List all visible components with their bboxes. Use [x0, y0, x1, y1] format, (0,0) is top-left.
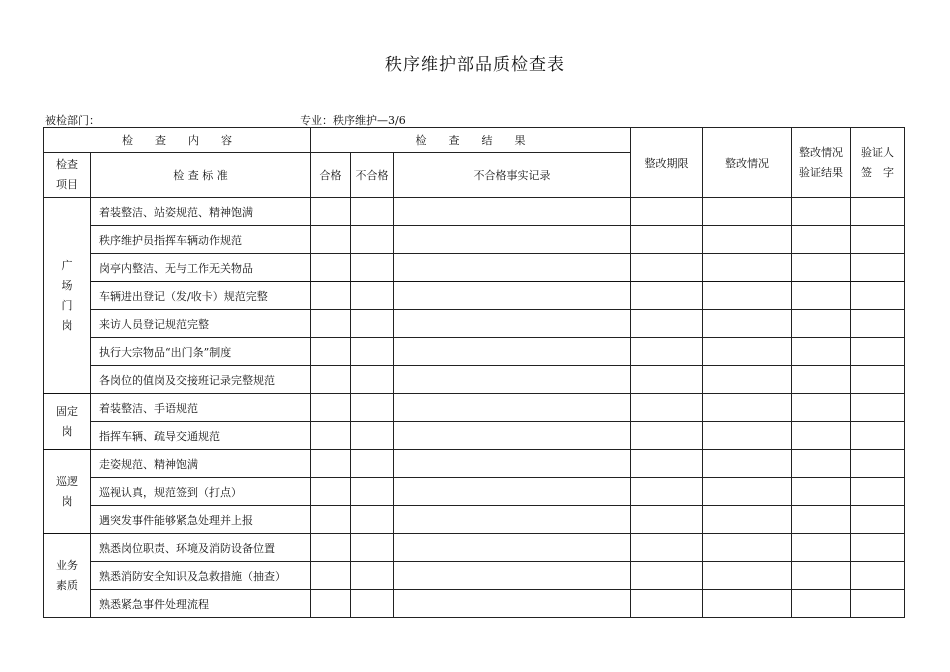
fail-header: 不合格: [351, 153, 394, 198]
signer-line-2: 签 字: [861, 165, 894, 179]
table-row: [44, 226, 905, 254]
fail-cell[interactable]: [351, 394, 394, 422]
group-cell: [44, 450, 91, 534]
pass-cell[interactable]: [311, 534, 351, 562]
pass-cell[interactable]: [311, 310, 351, 338]
signer-cell[interactable]: [851, 254, 905, 282]
criterion-cell: 各岗位的值岗及交接班记录完整规范: [91, 366, 311, 394]
rectify-cell[interactable]: [703, 506, 792, 534]
deadline-cell[interactable]: [631, 282, 703, 310]
criterion-cell: 巡视认真，规范签到（打点）: [91, 478, 311, 506]
pass-cell[interactable]: [311, 254, 351, 282]
signer-cell[interactable]: [851, 226, 905, 254]
rectify-cell[interactable]: [703, 282, 792, 310]
deadline-cell[interactable]: [631, 422, 703, 450]
verify-cell[interactable]: [792, 506, 851, 534]
table-row: [44, 310, 905, 338]
page-title: 秩序维护部品质检查表: [385, 55, 565, 75]
table-row: [44, 366, 905, 394]
verify-cell[interactable]: [792, 450, 851, 478]
fail-cell[interactable]: [351, 282, 394, 310]
signer-cell[interactable]: [851, 310, 905, 338]
group-char: 巡逻: [56, 474, 78, 488]
pass-cell[interactable]: [311, 226, 351, 254]
signer-cell[interactable]: [851, 506, 905, 534]
verify-cell[interactable]: [792, 198, 851, 226]
pass-header: 合格: [311, 153, 351, 198]
fail-record-cell[interactable]: [394, 506, 631, 534]
deadline-cell[interactable]: [631, 198, 703, 226]
verify-result-header: [792, 128, 851, 198]
criterion-cell: 着装整洁、手语规范: [91, 394, 311, 422]
pass-cell[interactable]: [311, 478, 351, 506]
signer-cell[interactable]: [851, 422, 905, 450]
deadline-cell[interactable]: [631, 394, 703, 422]
group-char: 岗: [61, 318, 73, 332]
verify-cell[interactable]: [792, 534, 851, 562]
verify-cell[interactable]: [792, 282, 851, 310]
inspection-table: [43, 127, 905, 618]
item-line-1: 检查: [56, 158, 78, 171]
verify-cell[interactable]: [792, 590, 851, 618]
deadline-cell[interactable]: [631, 590, 703, 618]
group-char: 场: [61, 278, 73, 292]
fail-record-cell[interactable]: [394, 198, 631, 226]
pass-cell[interactable]: [311, 366, 351, 394]
criterion-cell: 熟悉岗位职责、环境及消防设备位置: [91, 534, 311, 562]
group-char: 门: [61, 298, 73, 312]
rectify-cell[interactable]: [703, 226, 792, 254]
criterion-cell: 执行大宗物品“出门条”制度: [91, 338, 311, 366]
rectify-cell[interactable]: [703, 590, 792, 618]
pass-cell[interactable]: [311, 198, 351, 226]
fail-record-cell[interactable]: [394, 394, 631, 422]
fail-cell[interactable]: [351, 506, 394, 534]
fail-record-cell[interactable]: [394, 422, 631, 450]
fail-cell[interactable]: [351, 534, 394, 562]
signer-cell[interactable]: [851, 562, 905, 590]
pass-cell[interactable]: [311, 282, 351, 310]
group-cell: [44, 198, 91, 394]
signer-cell[interactable]: [851, 366, 905, 394]
rectify-cell[interactable]: [703, 562, 792, 590]
verify-cell[interactable]: [792, 366, 851, 394]
rectify-cell[interactable]: [703, 310, 792, 338]
deadline-cell[interactable]: [631, 338, 703, 366]
group-char: 广: [61, 258, 73, 272]
fail-record-cell[interactable]: [394, 338, 631, 366]
verify-cell[interactable]: [792, 310, 851, 338]
group-char: 素质: [56, 578, 78, 592]
fail-cell[interactable]: [351, 562, 394, 590]
pass-cell[interactable]: [311, 394, 351, 422]
verify-cell[interactable]: [792, 422, 851, 450]
fail-record-header: 不合格事实记录: [394, 153, 631, 198]
rectify-cell[interactable]: [703, 422, 792, 450]
criterion-cell: 指挥车辆、疏导交通规范: [91, 422, 311, 450]
criterion-cell: 车辆进出登记（发/收卡）规范完整: [91, 282, 311, 310]
signer-cell[interactable]: [851, 534, 905, 562]
table-row: [44, 506, 905, 534]
group-char: 业务: [56, 558, 78, 572]
signer-cell[interactable]: [851, 590, 905, 618]
criterion-cell: 着装整洁、站姿规范、精神饱满: [91, 198, 311, 226]
pass-cell[interactable]: [311, 450, 351, 478]
verify-cell[interactable]: [792, 478, 851, 506]
fail-record-cell[interactable]: [394, 226, 631, 254]
specialty-label: 专业：秩序维护—3/6: [300, 114, 406, 127]
table-row: [44, 562, 905, 590]
deadline-cell[interactable]: [631, 506, 703, 534]
deadline-cell[interactable]: [631, 366, 703, 394]
deadline-cell[interactable]: [631, 478, 703, 506]
signer-cell[interactable]: [851, 338, 905, 366]
criterion-cell: 来访人员登记规范完整: [91, 310, 311, 338]
criterion-cell: 走姿规范、精神饱满: [91, 450, 311, 478]
criterion-cell: 熟悉紧急事件处理流程: [91, 590, 311, 618]
table-row: [44, 282, 905, 310]
pass-cell[interactable]: [311, 422, 351, 450]
table-row: [44, 394, 905, 422]
fail-record-cell[interactable]: [394, 562, 631, 590]
verify-cell[interactable]: [792, 338, 851, 366]
table-row: [44, 534, 905, 562]
deadline-cell[interactable]: [631, 254, 703, 282]
fail-cell[interactable]: [351, 226, 394, 254]
table-row: [44, 338, 905, 366]
deadline-header: 整改期限: [631, 128, 703, 198]
rectify-cell[interactable]: [703, 338, 792, 366]
group-cell: [44, 534, 91, 618]
fail-cell[interactable]: [351, 478, 394, 506]
fail-record-cell[interactable]: [394, 534, 631, 562]
criterion-cell: 熟悉消防安全知识及急救措施（抽查）: [91, 562, 311, 590]
pass-cell[interactable]: [311, 590, 351, 618]
deadline-cell[interactable]: [631, 226, 703, 254]
fail-record-cell[interactable]: [394, 310, 631, 338]
fail-cell[interactable]: [351, 590, 394, 618]
criterion-cell: 秩序维护员指挥车辆动作规范: [91, 226, 311, 254]
deadline-cell[interactable]: [631, 562, 703, 590]
rectify-cell[interactable]: [703, 534, 792, 562]
group-cell: [44, 394, 91, 450]
deadline-cell[interactable]: [631, 450, 703, 478]
fail-cell[interactable]: [351, 366, 394, 394]
group-char: 固定: [56, 404, 78, 418]
signer-line-1: 验证人: [861, 145, 894, 159]
deadline-cell[interactable]: [631, 534, 703, 562]
header-row-1: [44, 128, 905, 153]
item-line-2: 项目: [56, 178, 78, 191]
result-group-header: 检 查 结 果: [311, 128, 631, 153]
pass-cell[interactable]: [311, 506, 351, 534]
criterion-cell: 遇突发事件能够紧急处理并上报: [91, 506, 311, 534]
verify-result-line-2: 验证结果: [799, 165, 843, 179]
fail-record-cell[interactable]: [394, 366, 631, 394]
deadline-cell[interactable]: [631, 310, 703, 338]
rectify-cell[interactable]: [703, 254, 792, 282]
verify-cell[interactable]: [792, 562, 851, 590]
fail-cell[interactable]: [351, 254, 394, 282]
group-char: 岗: [61, 494, 73, 508]
fail-cell[interactable]: [351, 198, 394, 226]
fail-cell[interactable]: [351, 450, 394, 478]
rectify-cell[interactable]: [703, 366, 792, 394]
rectify-cell[interactable]: [703, 198, 792, 226]
signer-cell[interactable]: [851, 450, 905, 478]
signer-cell[interactable]: [851, 198, 905, 226]
pass-cell[interactable]: [311, 562, 351, 590]
signer-header: [851, 128, 905, 198]
table-row: [44, 254, 905, 282]
signer-cell[interactable]: [851, 394, 905, 422]
content-group-header: 检 查 内 容: [44, 128, 311, 153]
table-row: [44, 198, 905, 226]
group-char: 岗: [61, 424, 73, 438]
verify-cell[interactable]: [792, 226, 851, 254]
pass-cell[interactable]: [311, 338, 351, 366]
verify-result-line-1: 整改情况: [799, 145, 843, 159]
rectify-cell[interactable]: [703, 478, 792, 506]
signer-cell[interactable]: [851, 282, 905, 310]
table-row: [44, 590, 905, 618]
signer-cell[interactable]: [851, 478, 905, 506]
table-row: [44, 422, 905, 450]
item-header: [44, 153, 91, 198]
verify-cell[interactable]: [792, 254, 851, 282]
table-row: [44, 478, 905, 506]
fail-record-cell[interactable]: [394, 478, 631, 506]
fail-record-cell[interactable]: [394, 450, 631, 478]
fail-record-cell[interactable]: [394, 282, 631, 310]
fail-cell[interactable]: [351, 422, 394, 450]
criterion-cell: 岗亭内整洁、无与工作无关物品: [91, 254, 311, 282]
rectify-status-header: 整改情况: [703, 128, 792, 198]
rectify-cell[interactable]: [703, 450, 792, 478]
inspected-dept-label: 被检部门：: [45, 114, 100, 127]
verify-cell[interactable]: [792, 394, 851, 422]
standard-header: 检 查 标 准: [91, 153, 311, 198]
rectify-cell[interactable]: [703, 394, 792, 422]
fail-cell[interactable]: [351, 338, 394, 366]
fail-record-cell[interactable]: [394, 590, 631, 618]
fail-record-cell[interactable]: [394, 254, 631, 282]
table-row: [44, 450, 905, 478]
fail-cell[interactable]: [351, 310, 394, 338]
